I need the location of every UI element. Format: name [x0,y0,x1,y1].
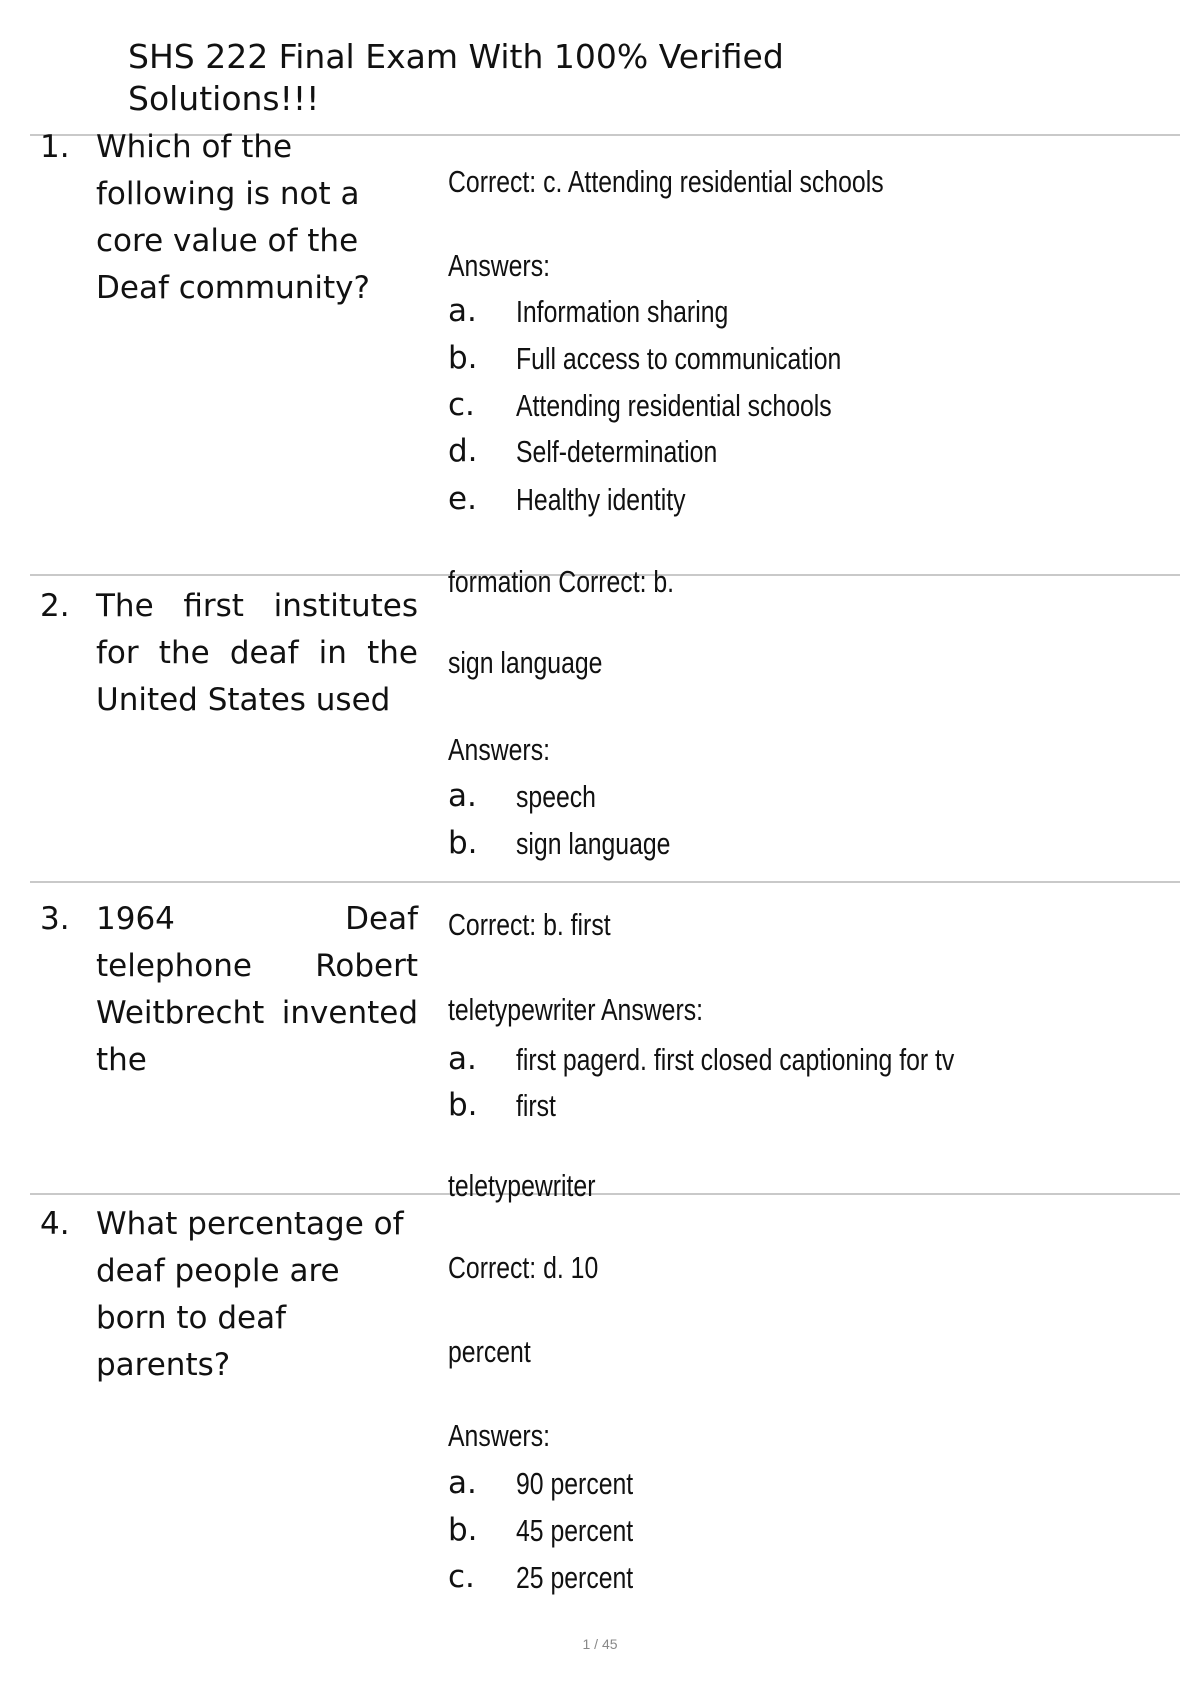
option-letter: a. [448,293,477,329]
option-text: sign language [516,826,671,861]
overflow-text: teletypewriter [448,1168,596,1203]
page-indicator: 1 / 45 [582,1636,618,1652]
overflow-row [448,562,1024,602]
option-letter: d. [448,433,478,469]
question-number: 3. [40,901,70,937]
question-text: Which of the following is not a core value of the Deaf community? [96,129,370,306]
option-text: 90 percent [516,1466,634,1501]
question-number: 2. [40,588,70,624]
option-letter: c. [448,1559,475,1595]
question-number: 1. [40,129,70,165]
correct-answer-continued: teletypewriter Answers: [448,992,703,1027]
option-letter: a. [448,1041,477,1077]
correct-answer-continued: percent [448,1334,531,1369]
option-letter: c. [448,387,475,423]
correct-answer-continued: sign language [448,645,603,680]
option-letter: a. [448,1465,477,1501]
option-letter: a. [448,778,477,814]
answers-label: Answers: [448,1418,550,1453]
correct-answer: Correct: c. Attending residential schools [448,164,884,199]
question-number: 4. [40,1206,70,1242]
option-letter: e. [448,481,477,517]
option-text: Information sharing [516,294,729,329]
correct-answer: Correct: d. 10 [448,1250,599,1285]
option-text: Full access to communication [516,341,842,376]
option-text: 45 percent [516,1513,634,1548]
option-text: Healthy identity [516,482,686,517]
overflow-text: formation [448,564,552,599]
question-text: The first institutes for the deaf in the United States used [96,588,418,718]
option-text: 25 percent [516,1560,634,1595]
document-title: SHS 222 Final Exam With 100% Verified Solutions!!! [128,37,784,118]
option-text: speech [516,779,596,814]
question-text: What percentage of deaf people are born to deaf parents? [96,1206,404,1383]
option-text: first [516,1088,556,1123]
option-text: Self-determination [516,434,718,469]
correct-answer: Correct: b. first [448,907,611,942]
answers-label: Answers: [448,732,550,767]
option-letter: b. [448,1087,478,1123]
correct-answer: Correct: b. [558,564,675,599]
option-text: first pagerd. first closed captioning for tv [516,1042,955,1077]
question-divider [30,881,1180,883]
question-text: 1964 Deaf telephone Robert Weitbrecht invented the [96,901,418,1078]
answers-label: Answers: [448,248,550,283]
option-text: Attending residential schools [516,388,832,423]
option-letter: b. [448,825,478,861]
option-letter: b. [448,340,478,376]
option-letter: b. [448,1512,478,1548]
